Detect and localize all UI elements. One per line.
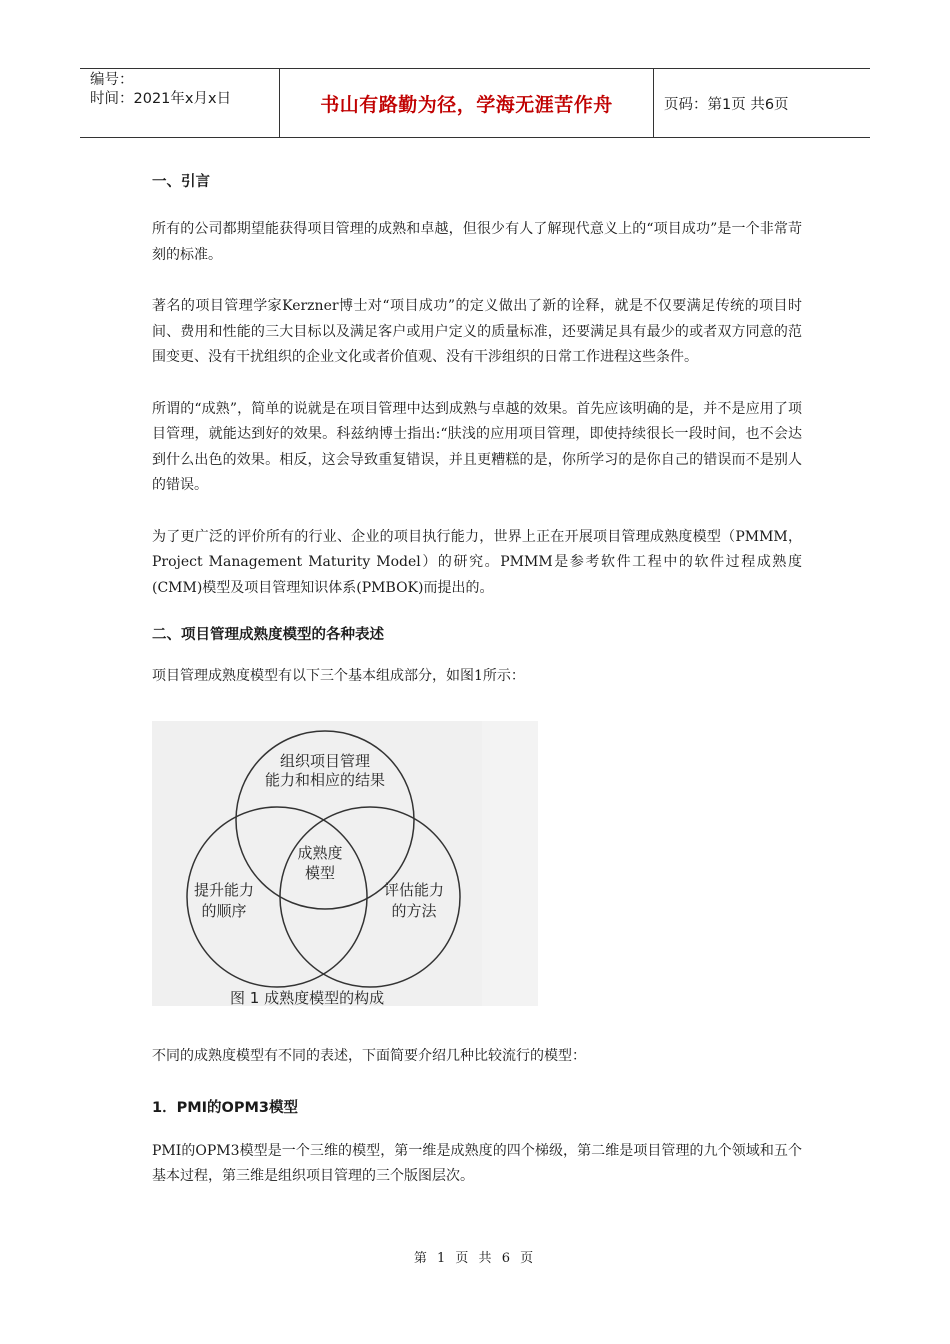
paragraph-2: 著名的项目管理学家Kerzner博士对“项目成功”的定义做出了新的诠释，就是不仅要满足传统的项目时间、费用和性能的三大目标以及满足客户或用户定义的质量标准，还要满足具有最少的或者双方同意的范围变更、没有干扰组织的企业文化或者价值观、没有干涉组织的日常工作进程这些条件。 xyxy=(152,298,802,365)
number-label: 编号： xyxy=(90,72,134,88)
figure-caption: 图 1 成熟度模型的构成 xyxy=(230,989,385,1007)
label-left-line1: 提升能力 xyxy=(193,881,255,899)
label-right-line2: 的方法 xyxy=(391,902,437,920)
paragraph-4: 为了更广泛的评价所有的行业、企业的项目执行能力，世界上正在开展项目管理成熟度模型（PMMM，Project Management Maturity Model）的研究。PMMM是参考软件工程中的软件过程成熟度(CMM)模型及项目管理知识体系(PMBOK)而提出的。 xyxy=(152,528,802,596)
label-top-line1: 组织项目管理 xyxy=(279,752,371,770)
document-body xyxy=(152,160,802,690)
label-right-line1: 评估能力 xyxy=(383,881,445,899)
paragraph-6: 不同的成熟度模型有不同的表述，下面简要介绍几种比较流行的模型： xyxy=(152,1048,586,1064)
document-body-continued xyxy=(152,1044,802,1190)
paragraph-3: 所谓的“成熟”，简单的说就是在项目管理中达到成熟与卓越的效果。首先应该明确的是，并不是应用了项目管理，就能达到好的效果。科兹纳博士指出:“肤浅的应用项目管理，即使持续很长一段时间，也不会达到什么出色的效果。相反，这会导致重复错误，并且更糟糕的是，你所学习的是你自己的错误而不是别人的错误。 xyxy=(152,400,802,493)
section-heading-opm3: 1．PMI的OPM3模型 xyxy=(152,1099,299,1116)
section-heading-models: 二、项目管理成熟度模型的各种表述 xyxy=(152,627,384,643)
paragraph-1: 所有的公司都期望能获得项目管理的成熟和卓越，但很少有人了解现代意义上的“项目成功”是一个非常苛刻的标准。 xyxy=(152,221,802,263)
date-label: 时间：2021年x月x日 xyxy=(90,91,232,107)
venn-diagram xyxy=(152,721,538,1006)
figure-1 xyxy=(152,721,538,1006)
motto: 书山有路勤为径，学海无涯苦作舟 xyxy=(280,69,654,137)
page-footer: 第 1 页 共 6 页 xyxy=(413,1251,537,1266)
page-label: 页码：第1页 共6页 xyxy=(664,96,789,113)
header-left-cell xyxy=(80,69,280,137)
label-center-line1: 成熟度 xyxy=(297,844,343,862)
paragraph-5: 项目管理成熟度模型有以下三个基本组成部分，如图1所示： xyxy=(152,668,525,684)
paragraph-7: PMI的OPM3模型是一个三维的模型，第一维是成熟度的四个梯级，第二维是项目管理的九个领域和五个基本过程，第三维是组织项目管理的三个版图层次。 xyxy=(152,1142,802,1184)
label-top-line2: 能力和相应的结果 xyxy=(264,771,386,789)
label-left-line2: 的顺序 xyxy=(201,902,247,920)
section-heading-intro: 一、引言 xyxy=(152,174,210,190)
header-table xyxy=(80,68,870,138)
label-center-line2: 模型 xyxy=(304,864,336,882)
